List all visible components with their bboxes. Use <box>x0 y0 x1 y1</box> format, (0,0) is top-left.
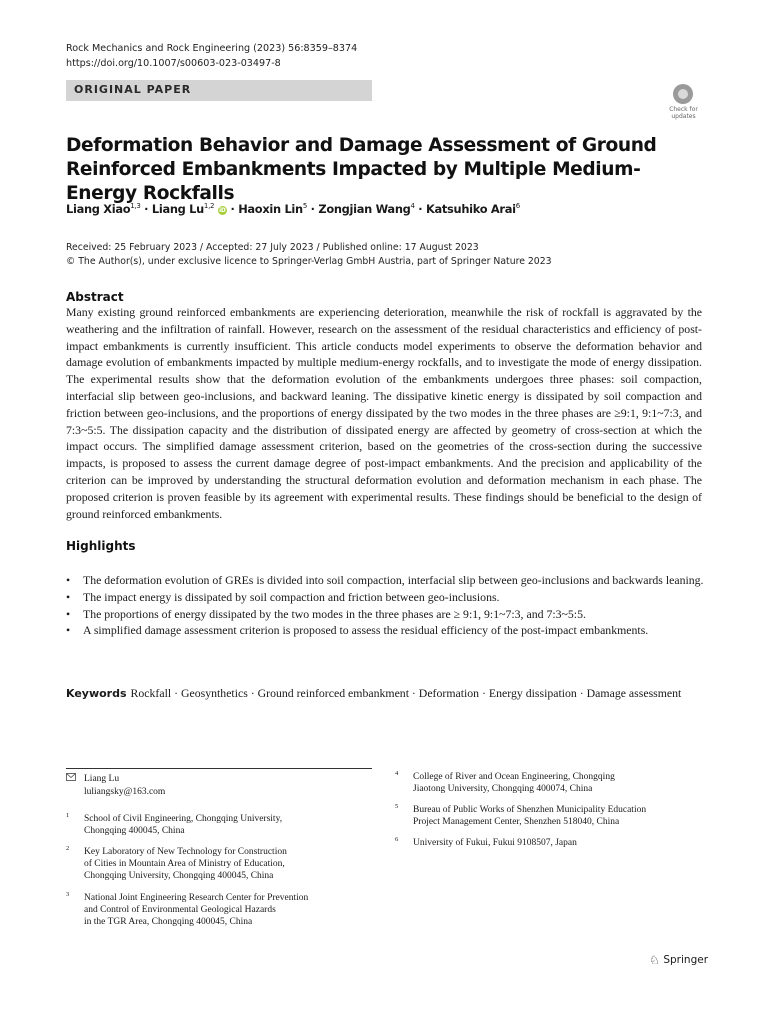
affiliation-line: Chongqing 400045, China <box>84 826 185 837</box>
author-name[interactable]: Katsuhiko Arai <box>426 202 516 216</box>
keywords-label: Keywords <box>66 687 127 700</box>
copyright-notice: © The Author(s), under exclusive licence to Springer-Verlag GmbH Austria, part of Springer Nature 2023 <box>66 256 552 267</box>
article-type-label: ORIGINAL PAPER <box>74 83 192 96</box>
check-updates-line2: updates <box>671 113 696 120</box>
highlight-item <box>66 572 706 589</box>
check-for-updates-badge[interactable] <box>665 84 702 124</box>
affiliation-line: and Control of Environmental Geological Hazards <box>84 905 276 916</box>
author-name[interactable]: Zongjian Wang <box>318 202 411 216</box>
bullet-icon: • <box>66 606 71 621</box>
doi-link[interactable]: https://doi.org/10.1007/s00603-023-03497-8 <box>66 58 281 69</box>
author-separator: · <box>226 202 239 216</box>
bullet-icon: • <box>66 573 71 587</box>
author-separator: · <box>414 202 426 216</box>
bullet-icon: • <box>66 623 71 638</box>
check-updates-line1: Check for <box>669 106 698 113</box>
affiliation-number: 3 <box>66 891 70 898</box>
affiliation-line: Chongqing University, Chongqing 400045, China <box>84 871 274 882</box>
keywords-text: Rockfall · Geosynthetics · Ground reinforced embankment · Deformation · Energy dissipation · Damage assessment <box>130 686 682 700</box>
affiliation-line: National Joint Engineering Research Center for Prevention <box>84 893 309 903</box>
affiliation-line: of Cities in Mountain Area of Ministry of Education, <box>84 859 285 870</box>
author-affiliation-ref: 4 <box>410 202 415 211</box>
affiliation-line: in the TGR Area, Chongqing 400045, China <box>84 917 253 928</box>
author-affiliation-ref: 1,2 <box>203 202 215 211</box>
abstract-heading: Abstract <box>66 290 124 304</box>
highlight-item <box>66 606 706 623</box>
highlight-text: The impact energy is dissipated by soil compaction and friction between geo-inclusions. <box>83 589 500 604</box>
footnote-divider <box>66 768 372 769</box>
author-name[interactable]: Liang Xiao <box>66 202 131 216</box>
affiliation-number: 4 <box>395 770 399 777</box>
affiliation-number: 1 <box>66 812 70 819</box>
author-name[interactable]: Liang Lu <box>151 202 204 216</box>
author-separator: · <box>140 202 152 216</box>
corresponding-email[interactable]: luliangsky@163.com <box>84 787 166 797</box>
orcid-icon[interactable]: iD <box>219 207 226 214</box>
highlights-heading: Highlights <box>66 539 136 553</box>
publisher-logo <box>649 953 708 967</box>
highlight-text: A simplified damage assessment criterion is proposed to assess the residual efficiency of the post-impact embankments. <box>83 623 649 638</box>
author-separator: · <box>307 202 319 216</box>
author-affiliation-ref: 6 <box>515 202 520 211</box>
envelope-icon <box>66 773 76 786</box>
affiliation-number: 5 <box>395 803 399 810</box>
author-affiliation-ref: 5 <box>302 202 307 211</box>
affiliation-line: Key Laboratory of New Technology for Construction <box>84 847 287 857</box>
affiliation-line: Bureau of Public Works of Shenzhen Municipality Education <box>413 805 647 815</box>
author-list <box>66 202 520 216</box>
affiliation-number: 2 <box>66 845 70 852</box>
highlight-text: The deformation evolution of GREs is divided into soil compaction, interfacial slip between geo-inclusions and backwards leaning. <box>83 573 704 587</box>
check-updates-icon <box>673 84 693 104</box>
date-history: Received: 25 February 2023 / Accepted: 27 July 2023 / Published online: 17 August 2023 <box>66 242 479 253</box>
author-name[interactable]: Haoxin Lin <box>238 202 303 216</box>
abstract-body: Many existing ground reinforced embankments are experiencing deterioration, meanwhile the risk of rockfall is aggravated by the weathering and the infiltration of rainfall. However, research on the assessment of the residual characteristics and efficiency of post-impact embankments is currently insufficient. This article conducts model experiments to observe the deformation behavior and damage evolution of embankments impacted by multiple medium-energy rockfalls, and to investigate the mode of energy dissipation. The experimental results show that the deformation evolution of the embankments undergoes three phases: soil compaction, interfacial slip between geo-inclusions, and backward leaning. The dissipative kinetic energy is dissipated by soil compaction and friction between geo-inclusions, and the proportions of energy dissipated by the two modes in the three phases are ≥9:1, 9:1~7:3, and 7:3~5:5. The dissipation capacity and the distribution of dissipated energy are affected by geometry of cross-section at which the impact occurs. The simplified damage assessment criterion, based on the geometries of the cross-section during the successive impacts, is proposed to assess the current damage degree of post-impact embankments. And the precision and applicability of the criterion can be improved by understanding the structural deformation evolution and deformation mechanism in each phase. The proposed criterion is proven feasible by its agreement with experimental results. These findings should be beneficial to the design of ground reinforced embankments. <box>66 305 702 521</box>
affiliation-line: Project Management Center, Shenzhen 518040, China <box>413 817 620 828</box>
highlight-text: The proportions of energy dissipated by the two modes in the three phases are ≥ 9:1, 9:1~7:3, and 7:3~5:5. <box>83 606 586 621</box>
author-affiliation-ref: 1,3 <box>130 202 141 211</box>
paper-title: Deformation Behavior and Damage Assessment of Ground Reinforced Embankments Impacted by Multiple Medium-Energy Rockfalls <box>66 135 657 204</box>
publication-dates <box>66 241 552 269</box>
affiliation-number: 6 <box>395 836 399 843</box>
publisher-name: Springer <box>663 954 709 966</box>
affiliation-line: College of River and Ocean Engineering, Chongqing <box>413 772 615 782</box>
bullet-icon: • <box>66 589 71 604</box>
affiliation-line: University of Fukui, Fukui 9108507, Japan <box>413 838 577 848</box>
springer-horse-icon: ♘ <box>649 953 660 967</box>
journal-citation: Rock Mechanics and Rock Engineering (2023) 56:8359–8374 <box>66 43 358 54</box>
article-type-band <box>66 80 372 101</box>
affiliation-line: School of Civil Engineering, Chongqing University, <box>84 814 283 824</box>
highlights-list <box>66 572 706 639</box>
journal-header <box>66 41 357 71</box>
keywords-section <box>66 685 696 703</box>
corresponding-author: Liang Lu <box>84 774 120 784</box>
affiliation-line: Jiaotong University, Chongqing 400074, China <box>413 784 593 795</box>
highlight-item <box>66 622 706 639</box>
highlight-item <box>66 589 706 606</box>
